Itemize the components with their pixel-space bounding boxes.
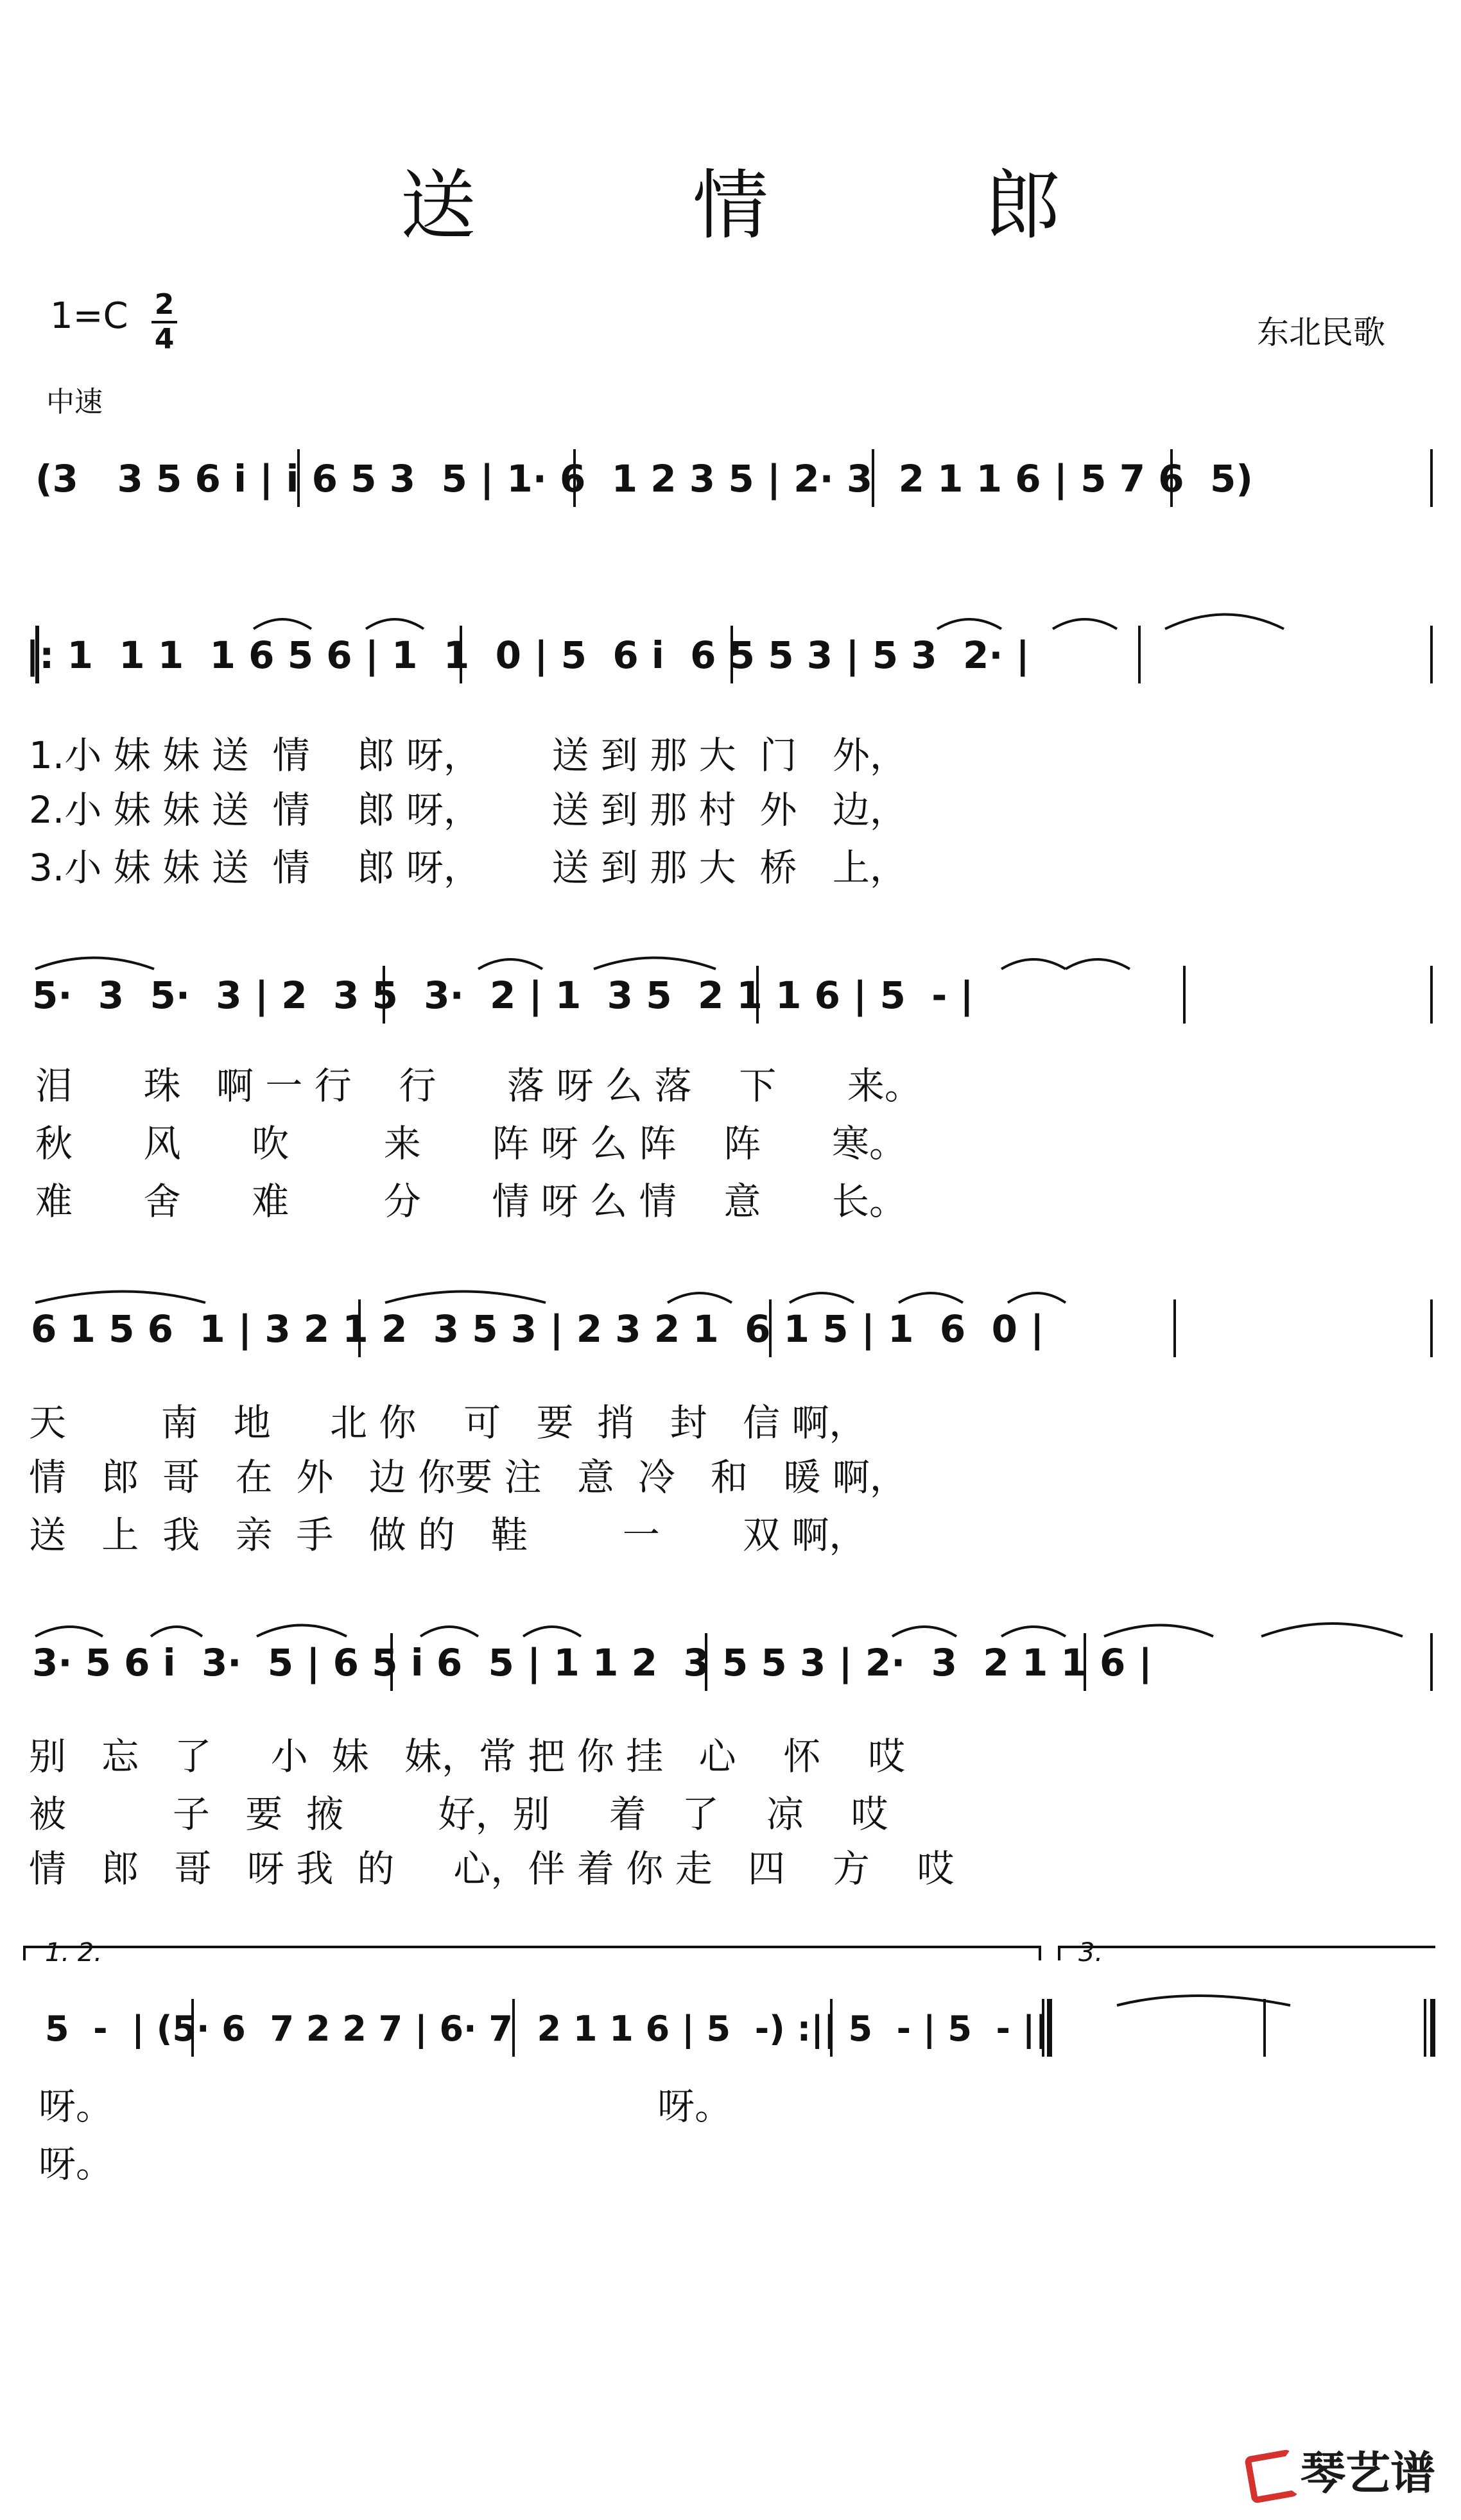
lyric-line-4-verse-2: 被 子 要 掖 好，别 着 了 凉 哎 [29,1792,888,1836]
lyric-line-2-verse-2: 秋 风 吹 来 阵 呀 么 阵 阵 寒。 [35,1122,907,1165]
time-signature [151,290,177,354]
lyric-line-4-verse-1: 别 忘 了 小 妹 妹，常 把 你 挂 心 怀 哎 [29,1735,906,1778]
volta-3: 3. [1078,1938,1103,1967]
key-signature: 1=C [50,295,128,337]
lyric-line-1-verse-1: 1.小 妹 妹 送 情 郎 呀， 送 到 那 大 门 外， [29,733,907,777]
lyric-line-1-verse-2: 2.小 妹 妹 送 情 郎 呀， 送 到 那 村 外 边， [29,788,907,832]
lyric-line-2-verse-1: 泪 珠 啊 一 行 行 落 呀 么 落 下 来。 [35,1064,922,1108]
notes-line-2: 5· 3 5· 3 | 2 3 5 3· 2 | 1 3 5 2 1 1 6 | 5 - | [32,973,974,1017]
notes-line-4: 3· 5 6 i 3· 5 | 6 5 i 6 5 | 1 1 2 3 5 5 3 | 2· 3 2 1 1 6 | [32,1641,1152,1684]
score-line-intro [0,449,1461,520]
lyric-line-3-verse-2: 情 郎 哥 在 外 边 你要 注 意 冷 和 暖 啊， [29,1455,907,1499]
lyric-line-4-verse-3: 情 郎 哥 呀 我 的 心，伴 着 你 走 四 方 哎 [29,1847,955,1890]
notes-line-5: 5 - | (5· 6 7 2 2 7 | 6· 7 2 1 1 6 | 5 -) :|| 5 - | 5 - || [45,2009,1048,2049]
lyric-line-3-verse-1: 天 南 地 北 你 可 要 捎 封 信 啊， [29,1401,867,1444]
logo-text: 琴艺谱 [1301,2447,1435,2499]
time-bottom: 4 [154,323,175,356]
notes-line-intro: (3 3 5 6 i | i 6 5 3 5 | 1· 6 1 2 3 5 | 2· 3 2 1 1 6 | 5 7 6 5) [35,457,1253,501]
lyric-line-1-verse-3: 3.小 妹 妹 送 情 郎 呀， 送 到 那 大 桥 上， [29,846,907,889]
score-line-1 [0,626,1461,696]
score-line-2 [0,966,1461,1036]
score-line-3 [0,1299,1461,1370]
notes-line-3: 6 1 5 6 1 | 3 2 1 2 3 5 3 | 2 3 2 1 6 1 5 | 1 6 0 | [31,1307,1044,1351]
volta-1-2: 1. 2. [45,1938,103,1967]
notes-line-1: |: 1 1 1 1 6 5 6 | 1 1 0 | 5 6 i 6 5 5 3 | 5 3 2· | [26,633,1030,677]
tempo-marking: 中速 [46,386,103,418]
page-title: 送 情 郎 [400,161,1157,250]
song-origin: 东北民歌 [1257,314,1385,351]
lyric-line-5-b: 呀。 [39,2142,114,2186]
lyric-line-3-verse-3: 送 上 我 亲 手 做 的 鞋 一 双 啊， [29,1513,867,1557]
site-logo [1248,2437,1435,2502]
lyric-line-2-verse-3: 难 舍 难 分 情 呀 么 情 意 长。 [35,1179,907,1223]
logo-mark-icon [1244,2449,1299,2504]
lyric-line-5-a: 呀。 呀。 [39,2084,732,2128]
time-top: 2 [154,288,175,321]
score-line-4 [0,1633,1461,1704]
score-line-5 [0,1938,1461,2066]
